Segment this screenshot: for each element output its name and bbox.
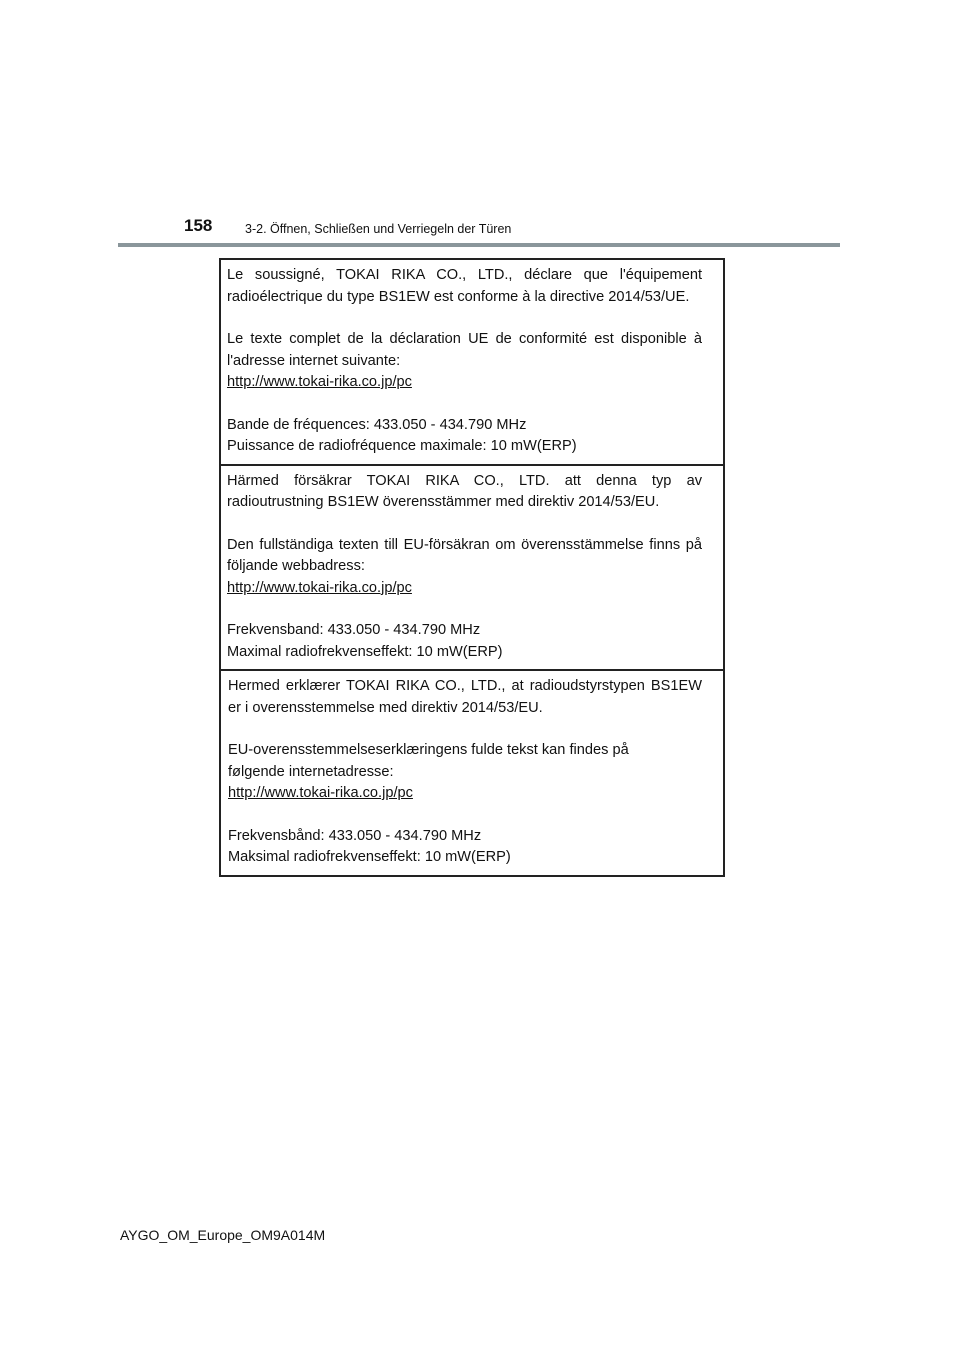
power-text: Maksimal radiofrekvenseffekt: 10 mW(ERP) <box>228 849 511 865</box>
frequency-text: Frekvensband: 433.050 - 434.790 MHz <box>227 622 481 638</box>
declaration-url-link[interactable]: http://www.tokai-rika.co.jp/pc <box>227 579 412 596</box>
declaration-section-danish <box>221 669 723 875</box>
availability-text: Den fullständiga texten till EU-försäkran om överensstämmelse finns på följande webbadress: <box>227 536 702 574</box>
power-text: Maximal radiofrekvenseffekt: 10 mW(ERP) <box>227 643 503 660</box>
page-number: 158 <box>184 216 213 235</box>
declaration-url-link[interactable]: http://www.tokai-rika.co.jp/pc <box>228 785 413 801</box>
declaration-text: Hermed erklærer TOKAI RIKA CO., LTD., at radioudstyrstypen BS1EW er i overensstemmelse med direktiv 2014/53/EU. <box>228 678 702 716</box>
header-rule <box>118 243 840 247</box>
declaration-section-swedish <box>221 464 723 670</box>
frequency-text: Bande de fréquences: 433.050 - 434.790 MHz <box>227 416 527 433</box>
availability-text: Le texte complet de la déclaration UE de conformité est disponible à l'adresse internet suivante: <box>227 331 702 369</box>
availability-text-line-2: følgende internetadresse: <box>228 763 394 780</box>
declaration-text: Le soussigné, TOKAI RIKA CO., LTD., déclare que l'équipement radioélectrique du type BS1EW est conforme à la directive 2014/53/UE. <box>227 267 702 305</box>
footer-document-id: AYGO_OM_Europe_OM9A014M <box>120 1227 326 1243</box>
availability-text-line-1: EU-overensstemmelseserklæringens fulde tekst kan findes på <box>228 742 629 758</box>
frequency-text: Frekvensbånd: 433.050 - 434.790 MHz <box>228 827 482 844</box>
declaration-url-link[interactable]: http://www.tokai-rika.co.jp/pc <box>227 374 412 390</box>
declaration-text: Härmed försäkrar TOKAI RIKA CO., LTD. att denna typ av radioutrustning BS1EW överensstämmer med direktiv 2014/53/EU. <box>227 472 702 510</box>
section-title: 3-2. Öffnen, Schließen und Verriegeln der Türen <box>245 222 512 236</box>
declaration-box <box>219 258 725 877</box>
power-text: Puissance de radiofréquence maximale: 10 mW(ERP) <box>227 438 577 454</box>
declaration-section-french <box>221 260 723 464</box>
